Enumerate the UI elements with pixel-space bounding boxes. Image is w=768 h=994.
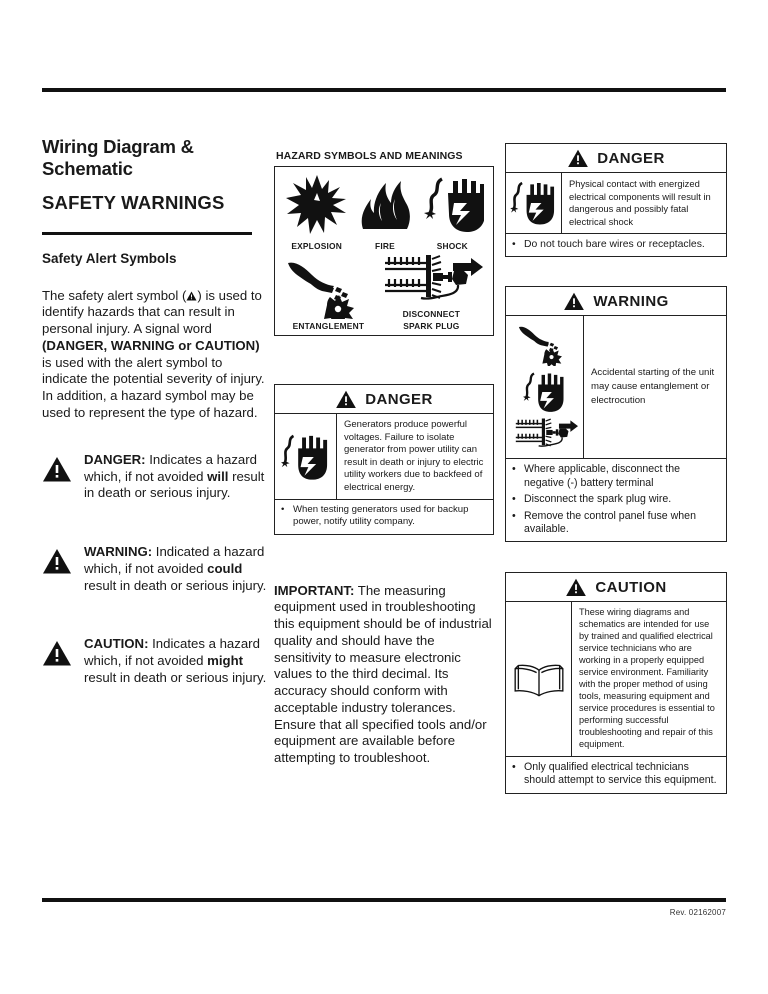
shock-hand-icon (275, 414, 337, 499)
explosion-icon (284, 173, 350, 239)
safety-alert-intro-paragraph (42, 288, 270, 422)
definition-danger-text-b: result in death or serious injury. (84, 468, 265, 501)
definition-warning-text (84, 544, 270, 594)
list-item (512, 493, 720, 506)
alert-triangle-icon (565, 578, 587, 597)
danger-box-shock-header (506, 144, 726, 173)
header-rule (42, 88, 726, 92)
spark-plug-icon (376, 255, 487, 307)
warning-box-starting-bullets (506, 459, 726, 541)
danger-box-generator-signal-word: DANGER (365, 391, 433, 408)
hazard-caption-entanglement: ENTANGLEMENT (292, 321, 365, 331)
entanglement-icon (515, 322, 575, 366)
page-title-line2: Schematic (42, 157, 133, 179)
warning-icon-stack (506, 316, 584, 458)
intro-text-part2: ) is used to identify hazards that can result in personal injury. A signal word (42, 287, 262, 337)
important-note-label: IMPORTANT: (274, 582, 355, 598)
entanglement-icon (281, 259, 376, 319)
definition-danger (42, 452, 270, 502)
alert-triangle-icon (42, 636, 84, 686)
page-title-line1: Wiring Diagram & (42, 136, 194, 157)
definition-caution-text (84, 636, 270, 686)
warning-box-starting (505, 286, 727, 542)
warning-box-starting-body (506, 316, 726, 459)
hazard-symbols-row-1 (281, 173, 487, 251)
danger-box-shock-bullet-1: Do not touch bare wires or receptacles. (524, 239, 705, 250)
open-book-icon (506, 602, 572, 755)
definition-warning (42, 544, 270, 594)
spark-plug-icon (512, 418, 578, 452)
danger-box-generator-message: Generators produce powerful voltages. Failure to isolate generator from power utility can result in death or injury to electric utility workers due to backfeed of electrical energy. (344, 419, 484, 493)
definition-caution-word: CAUTION: (84, 636, 149, 652)
warning-box-starting-bullet-2: Disconnect the spark plug wire. (524, 493, 672, 506)
hazard-symbols-row-2 (281, 255, 487, 331)
definition-danger-emphasis: will (207, 468, 229, 484)
section-heading-safety-alert-symbols: Safety Alert Symbols (42, 250, 177, 266)
shock-hand-icon (517, 368, 573, 416)
caution-box-qualified-bullet-1: Only qualified electrical technicians should attempt to service this equipment. (524, 760, 717, 787)
danger-box-shock-bullets (506, 234, 726, 256)
list-item (512, 510, 720, 537)
definition-caution-text-a: Indicates a hazard which, if not avoided (84, 636, 260, 669)
alert-triangle-icon (42, 544, 84, 594)
signal-word-definitions (42, 452, 270, 687)
definition-danger-word: DANGER: (84, 451, 146, 467)
caution-box-qualified-signal-word: CAUTION (595, 579, 667, 597)
page-subtitle: SAFETY WARNINGS (42, 191, 225, 213)
danger-box-shock-signal-word: DANGER (597, 150, 665, 167)
hazard-caption-shock: SHOCK (436, 241, 468, 251)
bullet-dot: • (512, 239, 516, 250)
alert-triangle-icon (335, 390, 357, 409)
fire-icon (355, 173, 415, 239)
inline-alert-triangle-icon (186, 291, 197, 301)
danger-box-generator-bullets (275, 500, 493, 533)
important-note (274, 583, 494, 767)
footer-rule (42, 898, 726, 902)
definition-caution (42, 636, 270, 686)
definition-warning-word: WARNING: (84, 544, 153, 560)
hazard-caption-spark-plug-line1: DISCONNECT (402, 309, 461, 319)
hazard-caption-spark-plug-line2: SPARK PLUG (403, 321, 460, 331)
revision-label: Rev. 02162007 (669, 908, 726, 917)
list-item (512, 761, 720, 788)
danger-box-shock-body (506, 173, 726, 234)
caution-box-qualified-body (506, 602, 726, 756)
bullet-dot: • (512, 760, 516, 773)
list-item (512, 463, 720, 490)
intro-signal-words: (DANGER, WARNING or CAUTION) (42, 337, 260, 353)
hazard-caption-explosion: EXPLOSION (291, 241, 342, 251)
warning-box-starting-signal-word: WARNING (593, 293, 669, 311)
middle-column (274, 150, 494, 780)
hazard-symbols-title: HAZARD SYMBOLS AND MEANINGS (276, 150, 463, 162)
alert-triangle-icon (42, 452, 84, 502)
warning-box-starting-message: Accidental starting of the unit may cause entanglement or electrocution (591, 367, 715, 407)
hazard-caption-fire: FIRE (375, 241, 395, 251)
definition-danger-text (84, 452, 270, 502)
caution-box-qualified (505, 572, 727, 793)
bullet-dot: • (512, 509, 516, 522)
definition-danger-text-a: Indicates a hazard which, if not avoided (84, 451, 257, 484)
right-column (505, 143, 727, 794)
danger-box-generator-bullet-1: When testing generators used for backup power, notify utility company. (293, 504, 469, 528)
page-title (42, 136, 270, 180)
danger-box-generator-body (275, 414, 493, 500)
bullet-dot: • (281, 504, 285, 516)
title-divider (42, 232, 252, 235)
hazard-symbol-entanglement (281, 259, 376, 331)
definition-warning-emphasis: could (207, 560, 243, 576)
left-column (42, 136, 270, 729)
list-item (512, 238, 720, 251)
shock-icon (420, 173, 484, 239)
danger-box-shock (505, 143, 727, 257)
danger-box-generator-header (275, 385, 493, 414)
hazard-symbol-spark-plug (376, 255, 487, 331)
hazard-symbol-explosion (284, 173, 350, 251)
hazard-symbols-panel (274, 166, 494, 336)
warning-box-starting-bullet-1: Where applicable, disconnect the negative (-) battery terminal (524, 463, 681, 489)
intro-text-part1: The safety alert symbol ( (42, 287, 187, 303)
alert-triangle-icon (563, 292, 585, 311)
caution-box-qualified-header (506, 573, 726, 602)
alert-triangle-icon (567, 149, 589, 168)
definition-caution-text-b: result in death or serious injury. (84, 669, 267, 685)
list-item (281, 504, 487, 528)
bullet-dot: • (512, 463, 516, 476)
definition-caution-emphasis: might (207, 653, 244, 669)
shock-hand-icon (506, 173, 562, 233)
definition-warning-text-b: result in death or serious injury. (84, 577, 267, 593)
definition-warning-text-a: Indicated a hazard which, if not avoided (84, 544, 265, 576)
danger-box-generator (274, 384, 494, 535)
hazard-symbol-shock (420, 173, 484, 251)
warning-box-starting-bullet-3: Remove the control panel fuse when available. (524, 509, 696, 536)
important-note-text: The measuring equipment used in troubleshooting this equipment should be of industrial quality and should have the sensitivity to measure electronic values to the third decimal. Its accuracy should conform with acceptable industry tolerances. Ensure that all specified tools and/or equipment are available before attempting to troubleshoot. (274, 582, 492, 766)
warning-box-starting-header (506, 287, 726, 316)
hazard-symbol-fire (355, 173, 415, 251)
danger-box-shock-message: Physical contact with energized electrical components will result in dangerous and possibly fatal electrical shock (569, 178, 711, 227)
bullet-dot: • (512, 493, 516, 506)
caution-box-qualified-message: These wiring diagrams and schematics are intended for use by trained and qualified electrical service technicians who are working in a properly equipped service environment. Familiarity with the proper method of using tools, measuring equipment and service procedures is essential to performing successful troubleshooting and repair of this equipment. (579, 607, 715, 749)
intro-text-part3: is used with the alert symbol to indicate the potential severity of injury. In addition, a hazard symbol may be used to represent the type of hazard. (42, 354, 265, 421)
caution-box-qualified-bullets (506, 757, 726, 793)
